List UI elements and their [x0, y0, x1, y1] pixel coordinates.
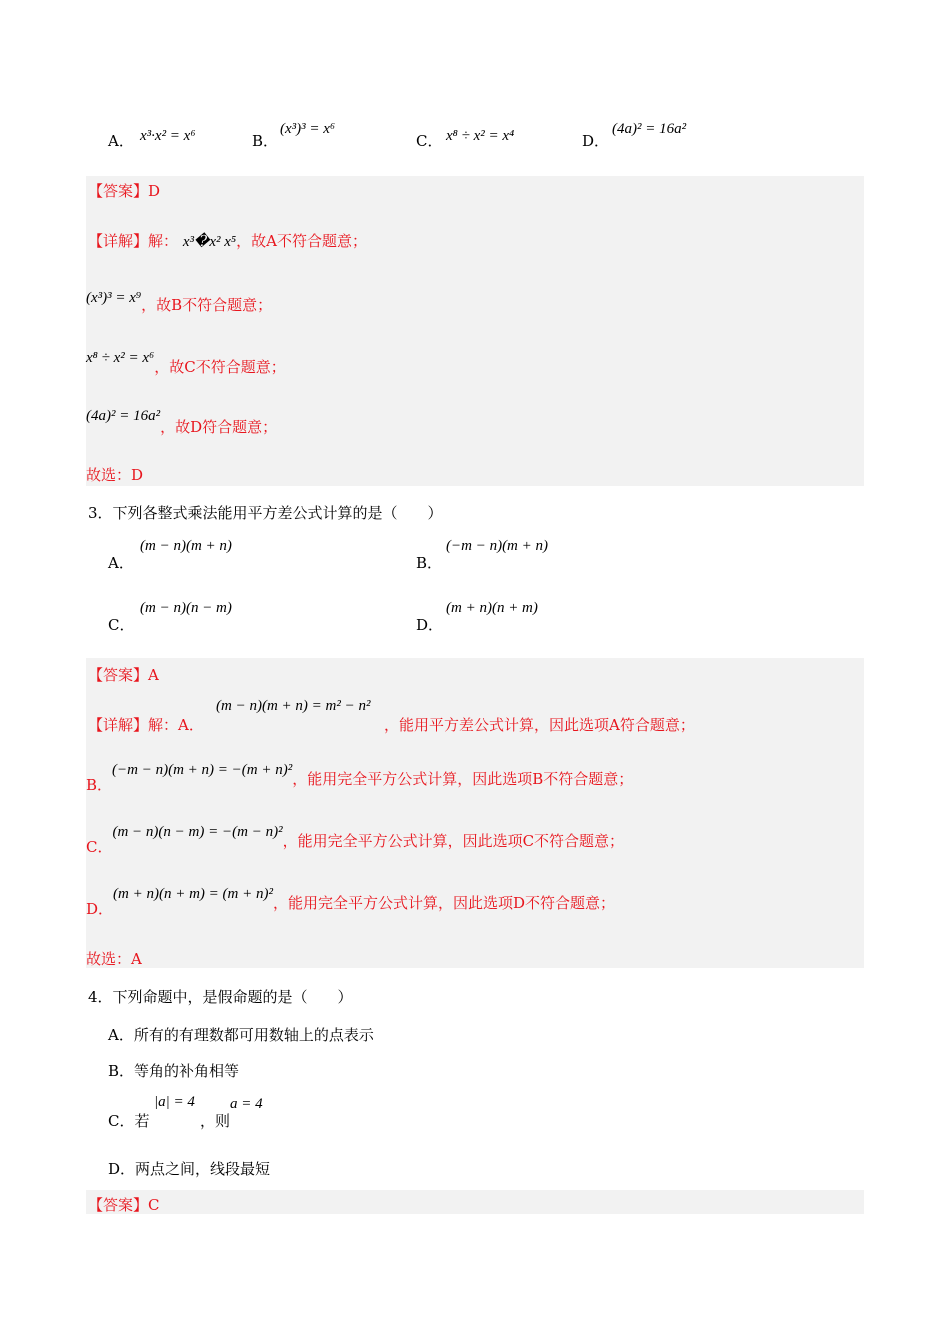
q4-option-c-label: C．: [108, 1112, 135, 1130]
q4-question: 4．下列命题中，是假命题的是（ ）: [88, 988, 353, 1006]
q3-option-b-math: (−m − n)(m + n): [446, 538, 549, 554]
q3-choice-label: 故选：: [86, 950, 132, 968]
q4-option-d-label: D．: [108, 1160, 136, 1178]
q3-detail-a-math: (m − n)(m + n) = m² − n²: [216, 698, 371, 714]
q3-option-c-math: (m − n)(n − m): [140, 600, 232, 616]
q4-option-b-text: 等角的补角相等: [134, 1062, 240, 1080]
q3-option-a-math: (m − n)(m + n): [140, 538, 232, 554]
q2-detail-4-math: (4a)² = 16a²: [86, 408, 161, 424]
q2-detail-line-2: [86, 286, 273, 314]
q3-detail-a-text: ，能用平方差公式计算，因此选项A符合题意；: [384, 716, 695, 734]
q3-detail-d-math: (m + n)(n + m) = (m + n)²: [113, 886, 273, 902]
q2-choice-line: [86, 464, 143, 485]
q2-detail-prefix: 解：: [148, 232, 179, 250]
q3-option-a-label: A．: [108, 554, 134, 572]
q3-detail-c-text: ，能用完全平方公式计算，因此选项C不符合题意；: [282, 832, 625, 850]
q3-answer-block: [86, 658, 864, 968]
q2-option-b-math: (x³)³ = x⁶: [280, 121, 336, 137]
q2-option-a-math: x³·x² = x⁶: [140, 128, 196, 144]
q2-detail-line-3: [86, 346, 286, 376]
q3-answer-line: [88, 664, 159, 685]
q3-option-d-label: D．: [416, 616, 444, 634]
q3-question: 3．下列各整式乘法能用平方差公式计算的是（ ）: [88, 504, 443, 522]
q3-detail-line-a: [88, 714, 204, 735]
q3-answer-value: A: [148, 666, 159, 684]
q4-answer-block: [86, 1190, 864, 1214]
q2-choice-label: 故选：: [86, 466, 132, 484]
q4-option-a-text: 所有的有理数都可用数轴上的点表示: [133, 1026, 374, 1044]
q3-detail-c-math: (m − n)(n − m) = −(m − n)²: [112, 824, 283, 840]
q4-answer-line: [88, 1194, 160, 1215]
q3-detail-d-text: ，能用完全平方公式计算，因此选项D不符合题意；: [273, 894, 616, 912]
q2-answer-value: D: [148, 182, 161, 200]
q2-option-d-math: (4a)² = 16a²: [612, 121, 687, 137]
q2-detail-line-4: [86, 404, 278, 436]
q3-detail-b-label: B．: [86, 776, 113, 794]
q2-option-b-label: B．: [252, 132, 279, 150]
q3-choice-line: [86, 948, 142, 969]
q2-answer-tag: 【答案】: [88, 182, 149, 200]
q4-option-c-math1: |a| = 4: [154, 1094, 195, 1110]
q4-answer-value: C: [148, 1196, 160, 1214]
q3-detail-line-c: [86, 820, 625, 856]
q4-option-d: [108, 1158, 270, 1179]
q4-option-c-text-mid: ，则: [200, 1112, 231, 1130]
q2-option-a-label: A．: [108, 132, 134, 150]
q4-option-b: [108, 1060, 239, 1081]
q4-option-b-label: B．: [108, 1062, 135, 1080]
q4-option-c-math2: a = 4: [230, 1096, 263, 1112]
q3-detail-tag: 【详解】: [88, 716, 149, 734]
q4-answer-tag: 【答案】: [88, 1196, 149, 1214]
q3-detail-b-math: (−m − n)(m + n) = −(m + n)²: [112, 762, 293, 778]
q2-detail-1-math: x³�x² x⁵: [182, 234, 237, 250]
q2-detail-2-math: (x³)³ = x⁹: [86, 290, 142, 306]
q3-choice-value: A: [131, 950, 142, 968]
q2-option-d-label: D．: [582, 132, 610, 150]
q2-choice-value: D: [131, 466, 144, 484]
q3-answer-tag: 【答案】: [88, 666, 149, 684]
q2-detail-3-text: ，故C不符合题意；: [154, 358, 286, 376]
q2-detail-tag: 【详解】: [88, 232, 149, 250]
q3-detail-prefix: 解：A．: [148, 716, 204, 734]
q3-detail-b-text: ，能用完全平方公式计算，因此选项B不符合题意；: [292, 770, 634, 788]
q2-answer-block: [86, 176, 864, 486]
q3-option-d-math: (m + n)(n + m): [446, 600, 538, 616]
q4-option-d-text: 两点之间，线段最短: [135, 1160, 271, 1178]
q4-option-a: [108, 1024, 374, 1045]
q3-detail-line-b: [86, 758, 634, 794]
q2-detail-2-text: ，故B不符合题意；: [141, 296, 273, 314]
q2-detail-4-text: ，故D符合题意；: [160, 418, 278, 436]
q2-option-c-math: x⁸ ÷ x² = x⁴: [446, 128, 515, 144]
q2-detail-3-math: x⁸ ÷ x² = x⁶: [86, 350, 155, 366]
q4-option-c: [108, 1110, 150, 1131]
q4-option-c-text-before: 若: [134, 1112, 150, 1130]
q2-option-c-label: C．: [416, 132, 443, 150]
q2-detail-line-1: [88, 230, 367, 251]
q2-answer-line: [88, 180, 160, 201]
q3-option-b-label: B．: [416, 554, 443, 572]
q3-detail-line-d: [86, 882, 616, 918]
q3-option-c-label: C．: [108, 616, 135, 634]
q3-detail-d-label: D．: [86, 900, 114, 918]
q2-detail-1-text: ，故A不符合题意；: [236, 232, 367, 250]
q3-detail-c-label: C．: [86, 838, 113, 856]
q4-option-a-label: A．: [108, 1026, 134, 1044]
